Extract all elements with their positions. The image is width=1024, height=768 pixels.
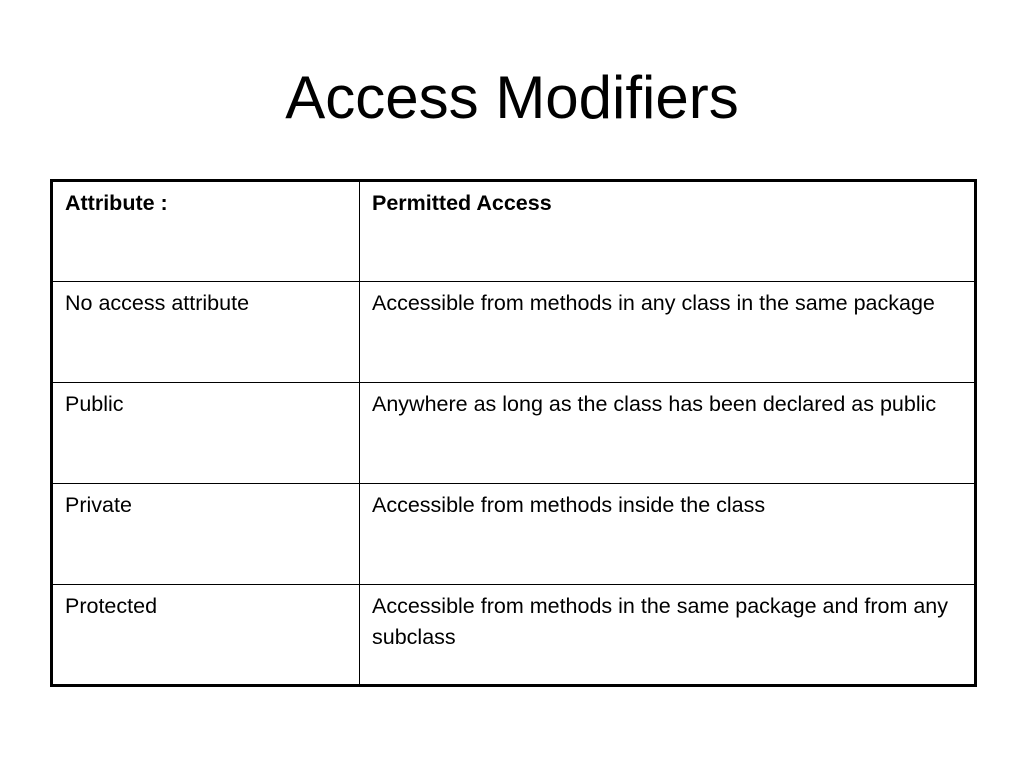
- permitted-access-cell: Accessible from methods in the same package and from any subclass: [360, 585, 976, 686]
- attribute-cell: Protected: [52, 585, 360, 686]
- table-row: [52, 484, 976, 585]
- header-attribute: Attribute :: [52, 181, 360, 282]
- slide-title: Access Modifiers: [285, 64, 739, 131]
- header-permitted-access: Permitted Access: [360, 181, 976, 282]
- attribute-cell: Private: [52, 484, 360, 585]
- table-row: [52, 282, 976, 383]
- permitted-access-cell: Accessible from methods inside the class: [360, 484, 976, 585]
- permitted-access-cell: Anywhere as long as the class has been declared as public: [360, 383, 976, 484]
- attribute-cell: No access attribute: [52, 282, 360, 383]
- table-header-row: [52, 181, 976, 282]
- table-row: [52, 585, 976, 686]
- access-modifiers-table: [50, 179, 977, 687]
- table-row: [52, 383, 976, 484]
- attribute-cell: Public: [52, 383, 360, 484]
- permitted-access-cell: Accessible from methods in any class in the same package: [360, 282, 976, 383]
